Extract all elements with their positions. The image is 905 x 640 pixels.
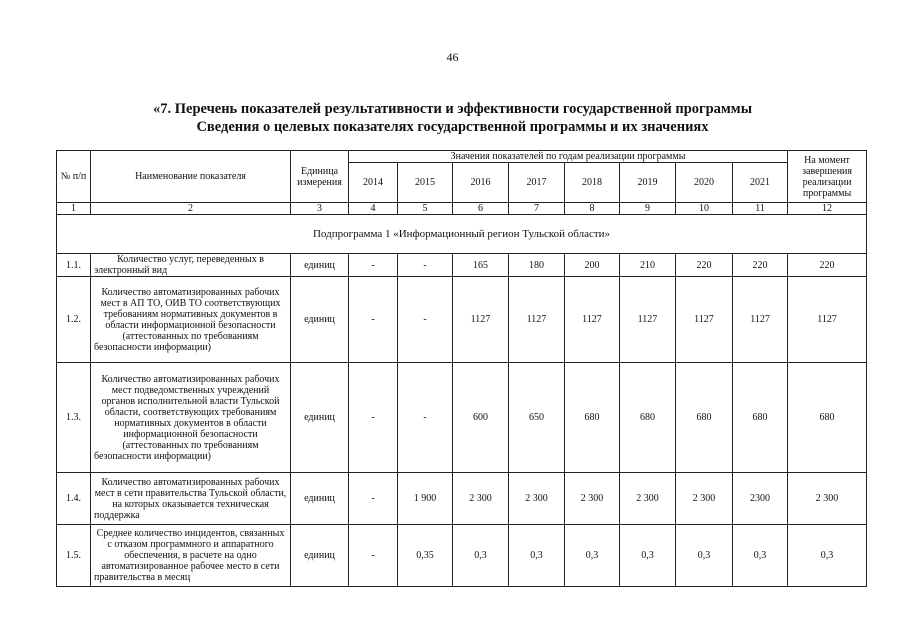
title-line-1: «7. Перечень показателей результативности и эффективности государственной программы bbox=[152, 101, 753, 117]
indicator-unit: единиц bbox=[291, 473, 349, 525]
header-name: Наименование показателя bbox=[91, 151, 291, 203]
value-cell: 180 bbox=[509, 254, 565, 277]
header-num: № п/п bbox=[57, 151, 91, 203]
document-title bbox=[0, 100, 905, 136]
value-cell: 2 300 bbox=[620, 473, 676, 525]
header-year: 2019 bbox=[620, 163, 676, 203]
column-number: 5 bbox=[398, 203, 453, 215]
value-cell: - bbox=[398, 277, 453, 363]
value-cell: 1127 bbox=[453, 277, 509, 363]
value-cell: - bbox=[349, 363, 398, 473]
value-cell: 650 bbox=[509, 363, 565, 473]
value-cell: 220 bbox=[676, 254, 733, 277]
indicator-name: Количество автоматизированных рабочих мест в АП ТО, ОИВ ТО соответствующих требованиям нормативных документов в области информационной безопасности (аттестованных по требованиям безопасности информации) bbox=[91, 277, 291, 363]
indicators-table bbox=[56, 150, 867, 587]
column-number: 9 bbox=[620, 203, 676, 215]
indicator-name: Среднее количество инцидентов, связанных с отказом программного и аппаратного обеспечения, в расчете на одно автоматизированное рабочее место в сети правительства в месяц bbox=[91, 525, 291, 587]
value-cell: 220 bbox=[733, 254, 788, 277]
value-cell: 2 300 bbox=[453, 473, 509, 525]
row-number: 1.3. bbox=[57, 363, 91, 473]
value-cell: 0,3 bbox=[453, 525, 509, 587]
value-cell: 1127 bbox=[620, 277, 676, 363]
header-year: 2016 bbox=[453, 163, 509, 203]
column-number-row bbox=[57, 203, 867, 215]
title-line-2: Сведения о целевых показателях государственной программы и их значениях bbox=[196, 119, 709, 135]
column-number: 4 bbox=[349, 203, 398, 215]
value-cell: 0,3 bbox=[676, 525, 733, 587]
value-cell: 200 bbox=[565, 254, 620, 277]
page-number: 46 bbox=[446, 50, 459, 64]
indicator-unit: единиц bbox=[291, 277, 349, 363]
value-cell: 2300 bbox=[733, 473, 788, 525]
value-cell: 600 bbox=[453, 363, 509, 473]
row-number: 1.1. bbox=[57, 254, 91, 277]
header-final: На момент завершения реализации программы bbox=[788, 151, 867, 203]
section-title: Подпрограмма 1 «Информационный регион Тульской области» bbox=[57, 215, 867, 254]
row-number: 1.4. bbox=[57, 473, 91, 525]
value-cell: 680 bbox=[565, 363, 620, 473]
value-cell: 1127 bbox=[733, 277, 788, 363]
section-row bbox=[57, 215, 867, 254]
header-year: 2015 bbox=[398, 163, 453, 203]
header-unit: Единица измерения bbox=[291, 151, 349, 203]
value-cell: - bbox=[349, 277, 398, 363]
value-cell: 0,35 bbox=[398, 525, 453, 587]
indicator-unit: единиц bbox=[291, 254, 349, 277]
value-cell: 680 bbox=[620, 363, 676, 473]
value-cell: 2 300 bbox=[565, 473, 620, 525]
header-years-group: Значения показателей по годам реализации программы bbox=[349, 151, 788, 163]
header-year: 2021 bbox=[733, 163, 788, 203]
header-year: 2017 bbox=[509, 163, 565, 203]
table-row bbox=[57, 525, 867, 587]
value-cell: 2 300 bbox=[676, 473, 733, 525]
value-cell: 0,3 bbox=[620, 525, 676, 587]
value-cell: 680 bbox=[676, 363, 733, 473]
column-number: 11 bbox=[733, 203, 788, 215]
column-number: 6 bbox=[453, 203, 509, 215]
table-row bbox=[57, 363, 867, 473]
value-cell: 2 300 bbox=[509, 473, 565, 525]
value-cell: 220 bbox=[788, 254, 867, 277]
value-cell: 1127 bbox=[788, 277, 867, 363]
value-cell: 165 bbox=[453, 254, 509, 277]
value-cell: 680 bbox=[788, 363, 867, 473]
table-row bbox=[57, 277, 867, 363]
value-cell: 2 300 bbox=[788, 473, 867, 525]
table-row bbox=[57, 254, 867, 277]
indicator-unit: единиц bbox=[291, 363, 349, 473]
header-year: 2014 bbox=[349, 163, 398, 203]
value-cell: 1127 bbox=[676, 277, 733, 363]
value-cell: - bbox=[349, 473, 398, 525]
value-cell: 1127 bbox=[565, 277, 620, 363]
value-cell: 0,3 bbox=[509, 525, 565, 587]
header-year: 2020 bbox=[676, 163, 733, 203]
column-number: 2 bbox=[91, 203, 291, 215]
column-number: 8 bbox=[565, 203, 620, 215]
value-cell: - bbox=[398, 254, 453, 277]
value-cell: - bbox=[349, 254, 398, 277]
header-year: 2018 bbox=[565, 163, 620, 203]
value-cell: 0,3 bbox=[565, 525, 620, 587]
column-number: 1 bbox=[57, 203, 91, 215]
indicator-name: Количество услуг, переведенных в электронный вид bbox=[91, 254, 291, 277]
value-cell: 0,3 bbox=[733, 525, 788, 587]
value-cell: - bbox=[398, 363, 453, 473]
indicator-unit: единиц bbox=[291, 525, 349, 587]
value-cell: 1127 bbox=[509, 277, 565, 363]
value-cell: - bbox=[349, 525, 398, 587]
value-cell: 210 bbox=[620, 254, 676, 277]
column-number: 7 bbox=[509, 203, 565, 215]
column-number: 10 bbox=[676, 203, 733, 215]
value-cell: 1 900 bbox=[398, 473, 453, 525]
value-cell: 680 bbox=[733, 363, 788, 473]
table-row bbox=[57, 473, 867, 525]
column-number: 3 bbox=[291, 203, 349, 215]
row-number: 1.2. bbox=[57, 277, 91, 363]
row-number: 1.5. bbox=[57, 525, 91, 587]
indicator-name: Количество автоматизированных рабочих мест подведомственных учреждений органов исполнительной власти Тульской области, соответствующих требованиям нормативных документов в области информационной безопасности (аттестованных по требованиям безопасности информации) bbox=[91, 363, 291, 473]
column-number: 12 bbox=[788, 203, 867, 215]
indicator-name: Количество автоматизированных рабочих мест в сети правительства Тульской области, на которых оказывается техническая поддержка bbox=[91, 473, 291, 525]
value-cell: 0,3 bbox=[788, 525, 867, 587]
